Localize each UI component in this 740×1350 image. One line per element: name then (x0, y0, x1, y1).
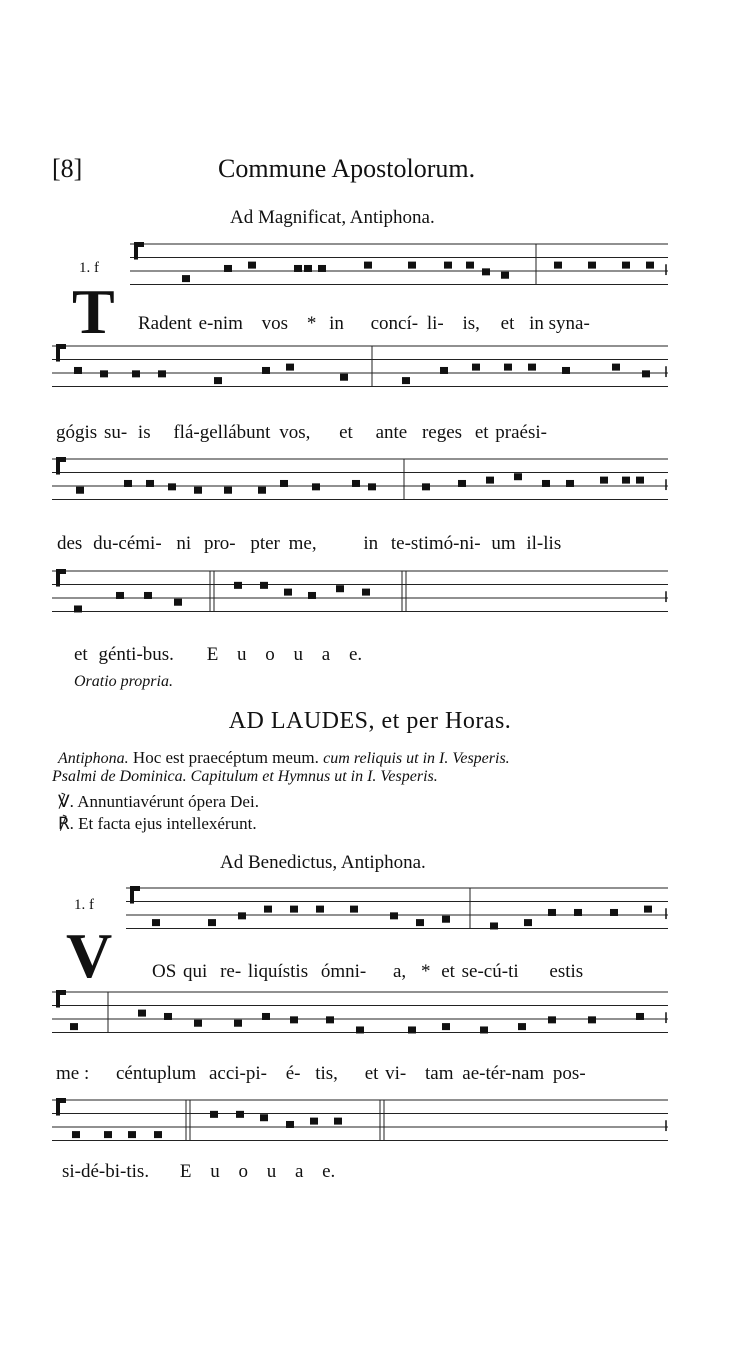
neume (642, 370, 650, 377)
neume (248, 262, 256, 269)
syllable: u (293, 644, 304, 665)
syllable: a (321, 644, 331, 665)
neume (224, 487, 232, 494)
neume (76, 487, 84, 494)
syllable: tam (425, 1063, 454, 1084)
antiphon1-mode: 1. f (79, 260, 99, 276)
laudes-line-2: Psalmi de Dominica. Capitulum et Hymnus ut in I. Vesperis. (52, 768, 438, 785)
antiphon2-lyrics-line-2 (56, 1063, 586, 1085)
antiphon1-lyrics-line-4 (74, 644, 362, 666)
syllable: et (74, 644, 88, 665)
neume (636, 477, 644, 484)
antiphon1-lyrics-line-2 (56, 422, 547, 444)
neume (600, 477, 608, 484)
syllable: re- (220, 961, 242, 982)
syllable: ómni- (320, 961, 367, 982)
syllable: reges (421, 422, 463, 443)
neume (518, 1023, 526, 1030)
syllable: et (339, 422, 353, 443)
syllable: su- (103, 422, 128, 443)
neume (574, 909, 582, 916)
do-clef (134, 242, 138, 260)
syllable: o (238, 1161, 248, 1182)
syllable: u (210, 1161, 220, 1182)
neume (352, 480, 360, 487)
syllable: pter (250, 533, 280, 554)
do-clef-mark (138, 242, 144, 247)
neume (368, 483, 376, 490)
neume (158, 370, 166, 377)
neume (444, 262, 452, 269)
neume (262, 1013, 270, 1020)
neume (124, 480, 132, 487)
neume (402, 377, 410, 384)
do-clef-mark (60, 457, 66, 462)
neume (612, 364, 620, 371)
neume (308, 592, 316, 599)
neume (408, 262, 416, 269)
neume (486, 477, 494, 484)
versicle (58, 792, 259, 812)
neume (132, 370, 140, 377)
neume (514, 473, 522, 480)
syllable: ni (176, 533, 192, 554)
syllable: du-cémi- (93, 533, 162, 554)
syllable: des (57, 533, 83, 554)
laudes-line-1 (58, 748, 510, 768)
neume (318, 265, 326, 272)
section-title: AD LAUDES, et per Horas. (228, 708, 512, 734)
syllable: praési- (495, 422, 547, 443)
do-clef (56, 344, 60, 362)
neume (390, 912, 398, 919)
syllable: et (474, 422, 489, 443)
neume (154, 1131, 162, 1138)
neume (312, 483, 320, 490)
syllable: é- (285, 1063, 301, 1084)
neume (310, 1118, 318, 1125)
syllable: OS (152, 961, 177, 982)
do-clef-mark (60, 344, 66, 349)
syllable: um (491, 533, 516, 554)
neume (116, 592, 124, 599)
syllable: céntuplum (116, 1063, 197, 1084)
antiphon2-mode: 1. f (74, 897, 94, 913)
neume (164, 1013, 172, 1020)
syllable: * (306, 313, 317, 334)
syllable: e-nim (198, 313, 243, 334)
syllable: et (500, 313, 515, 334)
antiphon1-lyrics-line-1 (138, 313, 590, 335)
neume (168, 483, 176, 490)
syllable: qui (183, 961, 208, 982)
neume (588, 262, 596, 269)
neume (224, 265, 232, 272)
antiphon-incipit: Hoc est praecéptum meum. (132, 748, 319, 767)
neume (262, 367, 270, 374)
neume (74, 605, 82, 612)
do-clef-mark (60, 1098, 66, 1103)
syllable: E (179, 1161, 192, 1182)
syllable: acci-pi- (208, 1063, 267, 1084)
neume (294, 265, 302, 272)
syllable: ante (375, 422, 408, 443)
neume (264, 906, 272, 913)
rubric: cum reliquis ut in I. Vesperis. (323, 750, 510, 767)
neume (646, 262, 654, 269)
neume (408, 1026, 416, 1033)
neume (286, 1121, 294, 1128)
neume (194, 1020, 202, 1027)
neume (152, 919, 160, 926)
syllable: li- (426, 313, 444, 334)
syllable: in syna- (529, 313, 590, 334)
syllable: tis, (315, 1063, 338, 1084)
neume (334, 1118, 342, 1125)
neume (340, 374, 348, 381)
neume (258, 487, 266, 494)
neume (316, 906, 324, 913)
neume (182, 275, 190, 282)
neume (548, 1016, 556, 1023)
syllable: pro- (203, 533, 236, 554)
neume (416, 919, 424, 926)
neume (588, 1016, 596, 1023)
antiphon2-lyrics-line-3 (62, 1161, 335, 1183)
response (58, 814, 257, 834)
oratio-note: Oratio propria. (74, 673, 173, 690)
neume (458, 480, 466, 487)
syllable: vos (261, 313, 289, 334)
neume (174, 599, 182, 606)
syllable: a, (393, 961, 407, 982)
neume (644, 906, 652, 913)
neume (138, 1010, 146, 1017)
neume (238, 912, 246, 919)
do-clef (56, 457, 60, 475)
neume (146, 480, 154, 487)
neume (304, 265, 312, 272)
syllable: is (137, 422, 151, 443)
syllable: me : (56, 1063, 90, 1084)
do-clef (56, 990, 60, 1008)
neume (350, 906, 358, 913)
antiphon2-initial: V (66, 920, 113, 991)
syllable: E (206, 644, 219, 665)
antiphon1-lyrics-line-3 (57, 533, 561, 555)
neume (234, 1020, 242, 1027)
antiphona-label: Antiphona. (58, 750, 129, 767)
neume (100, 370, 108, 377)
syllable: * (420, 961, 431, 982)
neume (128, 1131, 136, 1138)
neume (280, 480, 288, 487)
syllable: ae-tér-nam (462, 1063, 545, 1084)
neume (336, 585, 344, 592)
syllable: liquístis (247, 961, 309, 982)
syllable: o (265, 644, 275, 665)
neume (234, 582, 242, 589)
syllable: flá-gellábunt (173, 422, 271, 443)
versicle-text: Annuntiavérunt ópera Dei. (77, 792, 259, 811)
antiphon2-lyrics-line-1 (152, 961, 583, 983)
neume (548, 909, 556, 916)
do-clef-mark (134, 886, 140, 891)
neume (194, 487, 202, 494)
neume (326, 1016, 334, 1023)
neume (610, 909, 618, 916)
syllable: in (363, 533, 379, 554)
neume (356, 1026, 364, 1033)
syllable: is, (462, 313, 480, 334)
neume (542, 480, 550, 487)
page-number: [8] (52, 154, 83, 183)
syllable: e. (322, 1161, 336, 1182)
syllable: in (329, 313, 344, 334)
syllable: u (237, 644, 247, 665)
neume (440, 367, 448, 374)
versicle-symbol: ℣. (58, 792, 74, 811)
neume (622, 477, 630, 484)
neume (472, 364, 480, 371)
neume (210, 1111, 218, 1118)
syllable: estis (549, 961, 584, 982)
syllable: se-cú-ti (461, 961, 519, 982)
neume (236, 1111, 244, 1118)
neume (524, 919, 532, 926)
neume (290, 906, 298, 913)
syllable: Radent (138, 313, 192, 334)
neume (622, 262, 630, 269)
syllable: génti-bus. (98, 644, 174, 665)
neume (422, 483, 430, 490)
neume (214, 377, 222, 384)
syllable: te-stimó-ni- (390, 533, 481, 554)
syllable: gógis (56, 422, 98, 443)
neume (528, 364, 536, 371)
neume (482, 268, 490, 275)
neume (442, 1023, 450, 1030)
antiphon1-heading: Ad Magnificat, Antiphona. (230, 207, 435, 228)
do-clef-mark (60, 569, 66, 574)
syllable: u (266, 1161, 277, 1182)
syllable: vi- (385, 1063, 407, 1084)
antiphon1-initial: T (72, 276, 115, 347)
syllable: me, (288, 533, 317, 554)
syllable: vos, (279, 422, 311, 443)
syllable: il-lis (526, 533, 562, 554)
neume (504, 364, 512, 371)
neume (260, 1114, 268, 1121)
syllable: et (441, 961, 455, 982)
syllable: si-dé-bi-tis. (62, 1161, 150, 1182)
running-title: Commune Apostolorum. (218, 154, 476, 183)
neume (290, 1016, 298, 1023)
neume (286, 364, 294, 371)
neume (72, 1131, 80, 1138)
neume (104, 1131, 112, 1138)
neume (480, 1026, 488, 1033)
neume (442, 916, 450, 923)
neume (208, 919, 216, 926)
neume (260, 582, 268, 589)
syllable: pos- (552, 1063, 586, 1084)
neume (566, 480, 574, 487)
do-clef (56, 569, 60, 587)
do-clef (130, 886, 134, 904)
syllable: a (294, 1161, 304, 1182)
neume (364, 262, 372, 269)
syllable: et (364, 1063, 379, 1084)
neume (284, 589, 292, 596)
syllable: concí- (370, 313, 419, 334)
neume (636, 1013, 644, 1020)
neume (74, 367, 82, 374)
neume (562, 367, 570, 374)
neume (490, 922, 498, 929)
antiphon2-heading: Ad Benedictus, Antiphona. (220, 852, 426, 873)
neume (501, 272, 509, 279)
response-symbol: ℟. (58, 814, 74, 833)
neume (466, 262, 474, 269)
neume (362, 589, 370, 596)
response-text: Et facta ejus intellexérunt. (78, 814, 257, 833)
do-clef (56, 1098, 60, 1116)
neume (70, 1023, 78, 1030)
syllable: e. (348, 644, 363, 665)
neume (554, 262, 562, 269)
neume (144, 592, 152, 599)
